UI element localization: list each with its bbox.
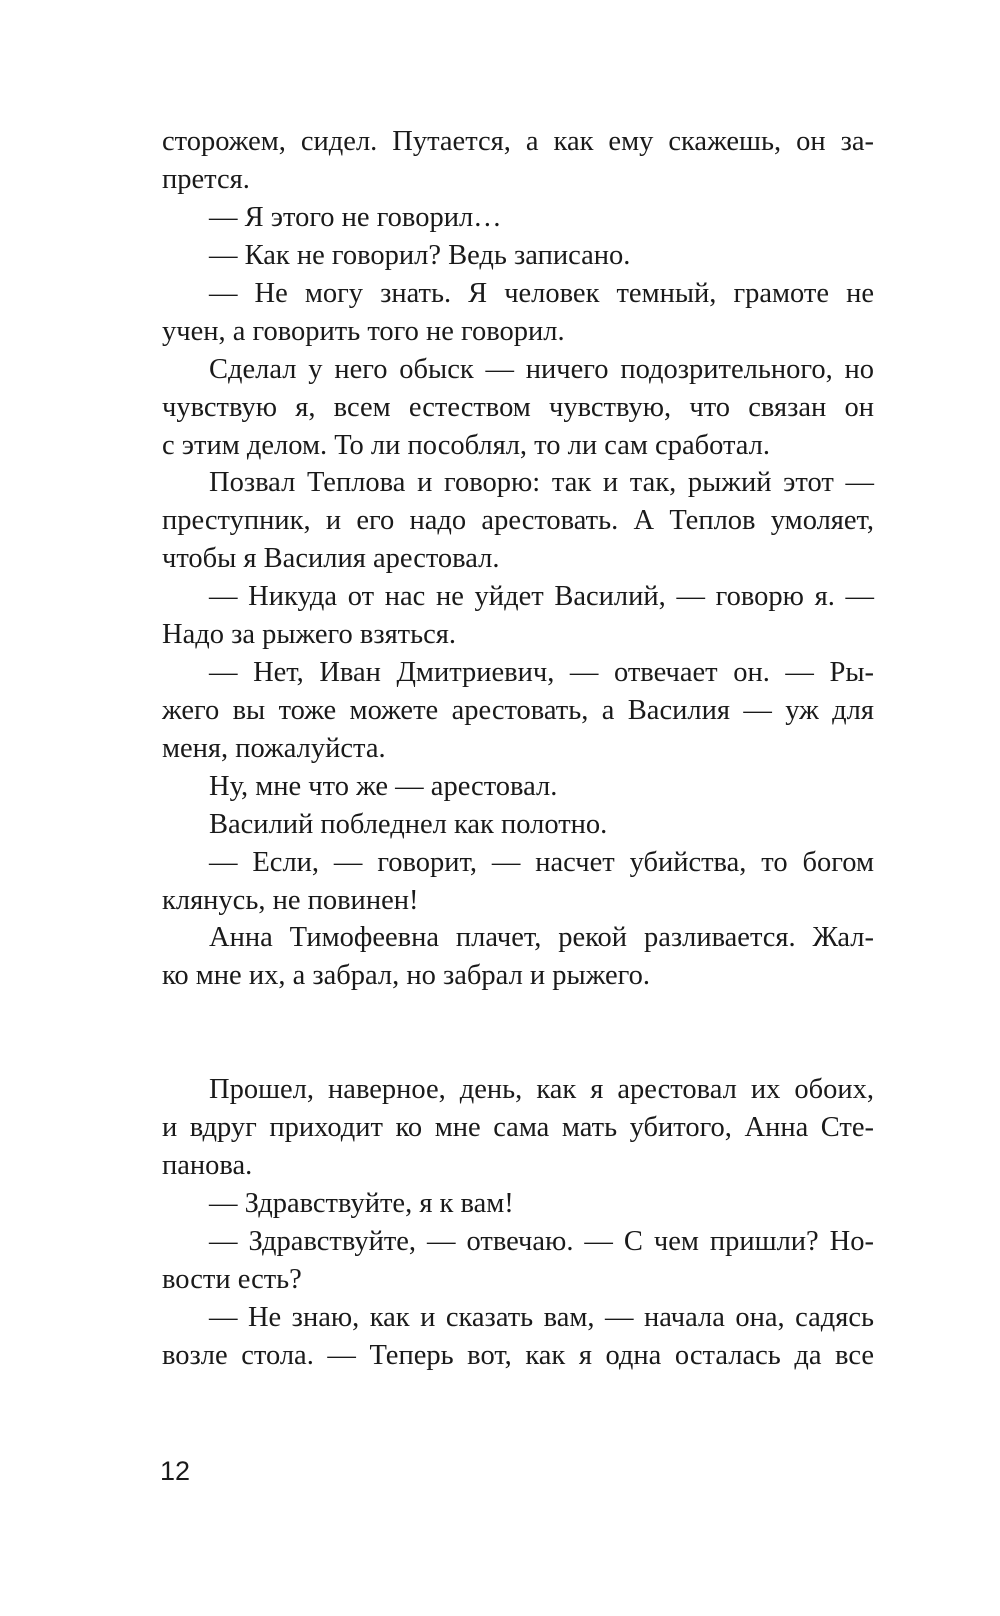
text-line: чтобы я Василия арестовал. bbox=[162, 543, 500, 574]
text-line: — Как не говорил? Ведь записано. bbox=[209, 240, 631, 271]
text-line: — Здравствуйте, — отвечаю. — С чем пришли? Но- bbox=[209, 1226, 874, 1257]
text-line: Ну, мне что же — арестовал. bbox=[209, 771, 558, 802]
text-line: — Здравствуйте, я к вам! bbox=[209, 1188, 514, 1219]
text-line: Прошел, наверное, день, как я арестовал их обоих, bbox=[209, 1074, 874, 1105]
text-line: панова. bbox=[162, 1150, 253, 1181]
text-line: прется. bbox=[162, 164, 250, 195]
text-line: — Я этого не говорил… bbox=[209, 202, 502, 233]
text-line: Сделал у него обыск — ничего подозрительного, но bbox=[209, 354, 874, 385]
text-line: сторожем, сидел. Путается, а как ему скажешь, он за- bbox=[162, 126, 874, 157]
text-line: учен, а говорить того не говорил. bbox=[162, 316, 565, 347]
text-line: Надо за рыжего взяться. bbox=[162, 619, 457, 650]
text-line: жего вы тоже можете арестовать, а Василия — уж для bbox=[162, 695, 874, 726]
text-line: Анна Тимофеевна плачет, рекой разливается. Жал- bbox=[209, 922, 874, 953]
text-line: ко мне их, а забрал, но забрал и рыжего. bbox=[162, 960, 651, 991]
text-line: клянусь, не повинен! bbox=[162, 885, 419, 916]
text-line: возле стола. — Теперь вот, как я одна осталась да все bbox=[162, 1340, 874, 1371]
text-line: — Не знаю, как и сказать вам, — начала она, садясь bbox=[209, 1302, 874, 1333]
text-line: — Никуда от нас не уйдет Василий, — говорю я. — bbox=[209, 581, 874, 612]
text-line: с этим делом. То ли пособлял, то ли сам сработал. bbox=[162, 430, 771, 461]
text-line: — Нет, Иван Дмитриевич, — отвечает он. — Ры- bbox=[209, 657, 874, 688]
page-number: 12 bbox=[160, 1456, 191, 1486]
text-line: преступник, и его надо арестовать. А Теплов умоляет, bbox=[162, 505, 874, 536]
text-line: чувствую я, всем естеством чувствую, что связан он bbox=[162, 392, 874, 423]
text-line: — Если, — говорит, — насчет убийства, то богом bbox=[209, 847, 874, 878]
text-line: — Не могу знать. Я человек темный, грамоте не bbox=[209, 278, 874, 309]
text-line: Позвал Теплова и говорю: так и так, рыжий этот — bbox=[209, 467, 874, 498]
text-line: вости есть? bbox=[162, 1264, 302, 1295]
text-line: и вдруг приходит ко мне сама мать убитого, Анна Сте- bbox=[162, 1112, 874, 1143]
text-line: Василий побледнел как полотно. bbox=[209, 809, 608, 840]
text-line: меня, пожалуйста. bbox=[162, 733, 386, 764]
